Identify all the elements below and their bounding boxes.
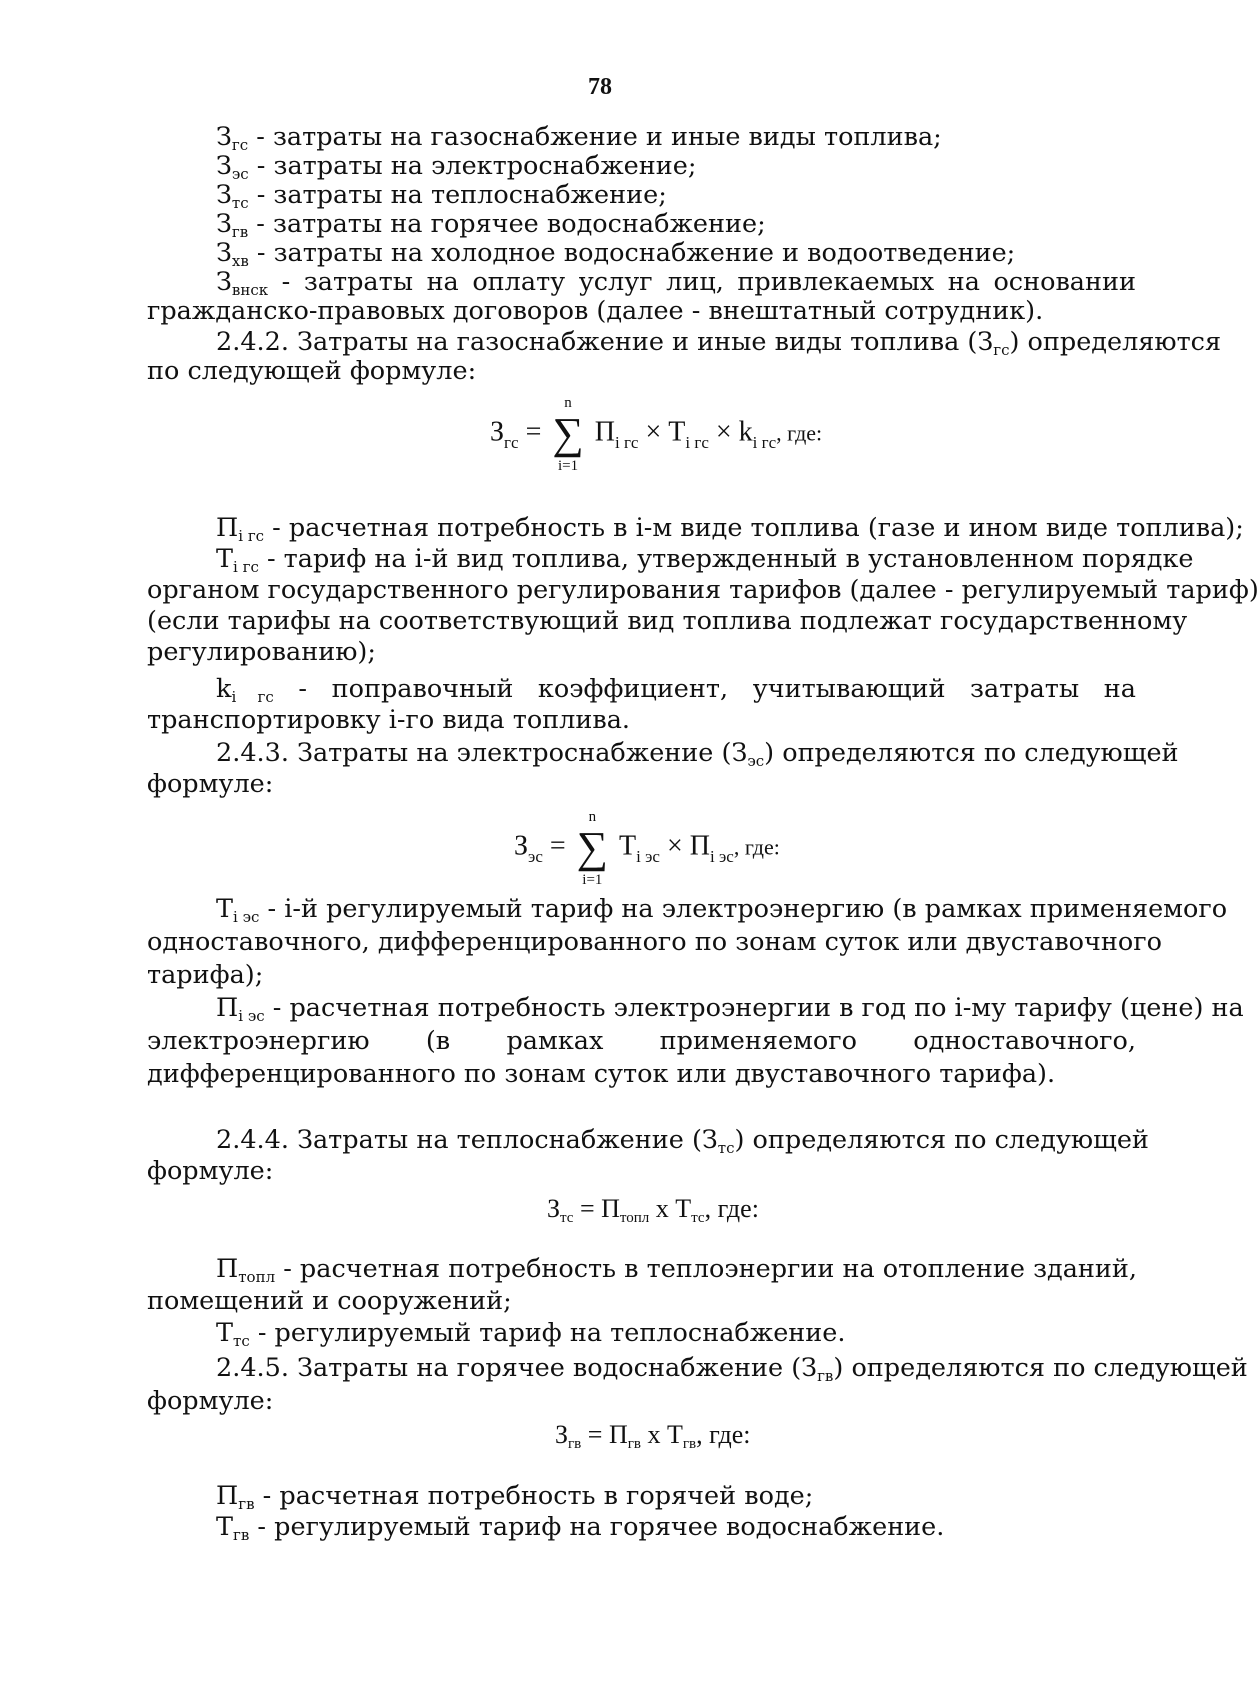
definition-line: Тi гс - тариф на i-й вид топлива, утвержденный в установленном порядке (216, 544, 1194, 576)
text-line: транспортировку i-го вида топлива. (147, 705, 631, 735)
definition-line: Зхв - затраты на холодное водоснабжение и водоотведение; (216, 238, 1016, 270)
formula-electricity: $З_{эс}$ = ∑ n i=1 $Т_{i эс} \times П_{i эс}$, где: (514, 809, 780, 888)
section-heading-2-4-2: 2.4.2. Затраты на газоснабжение и иные виды топлива (Згс) определяются (216, 327, 1222, 359)
definition-line: Тi эс - i-й регулируемый тариф на электроэнергию (в рамках применяемого (216, 894, 1228, 926)
definition-line: Пi эс - расчетная потребность электроэнергии в год по i-му тарифу (цене) на (216, 993, 1244, 1025)
text-line: органом государственного регулирования тарифов (далее - регулируемый тариф) (147, 575, 1259, 605)
text-line: формуле: (147, 1386, 274, 1416)
text-line: тарифа); (147, 960, 264, 990)
definition-line: Зтс - затраты на теплоснабжение; (216, 180, 667, 212)
definition-line: Згв - затраты на горячее водоснабжение; (216, 209, 766, 241)
definition-line: Пгв - расчетная потребность в горячей воде; (216, 1481, 814, 1513)
definition-line: Зэс - затраты на электроснабжение; (216, 151, 697, 183)
text-line: дифференцированного по зонам суток или двуставочного тарифа). (147, 1059, 1056, 1089)
section-heading-2-4-5: 2.4.5. Затраты на горячее водоснабжение (Згв) определяются по следующей (216, 1353, 1248, 1385)
definition-line: Звнск - затраты на оплату услуг лиц, привлекаемых на основании (216, 267, 1136, 299)
definition-line: Птопл - расчетная потребность в теплоэнергии на отопление зданий, (216, 1254, 1137, 1286)
section-heading-2-4-4: 2.4.4. Затраты на теплоснабжение (Зтс) определяются по следующей (216, 1125, 1149, 1157)
formula-heating: Зтс = Птопл х Ттс, где: (547, 1194, 759, 1226)
page-number: 78 (588, 74, 612, 100)
formula-gas: $З_{гс}$ = ∑ n i=1 $П_{i гс} \times Т_{i гс} \times k_{i гс}$, где: (490, 395, 823, 474)
sum-symbol: ∑ n i=1 (576, 809, 609, 888)
text-line: гражданско-правовых договоров (далее - внештатный сотрудник). (147, 296, 1044, 326)
definition-line: Пi гс - расчетная потребность в i-м виде топлива (газе и ином виде топлива); (216, 513, 1244, 545)
text-line: помещений и сооружений; (147, 1286, 512, 1316)
text-line: регулированию); (147, 637, 376, 667)
definition-line: ki гс - поправочный коэффициент, учитывающий затраты на (216, 674, 1136, 706)
definition-line: Тгв - регулируемый тариф на горячее водоснабжение. (216, 1512, 945, 1544)
sum-symbol: ∑ n i=1 (552, 395, 584, 474)
section-heading-2-4-3: 2.4.3. Затраты на электроснабжение (Зэс) определяются по следующей (216, 738, 1179, 770)
formula-hot-water: Згв = Пгв х Тгв, где: (555, 1420, 751, 1452)
text-line: (если тарифы на соответствующий вид топлива подлежат государственному (147, 606, 1188, 636)
text-line: электроэнергию (в рамках применяемого одноставочного, (147, 1026, 1136, 1056)
definition-line: Згс - затраты на газоснабжение и иные виды топлива; (216, 122, 942, 154)
text-line: по следующей формуле: (147, 356, 477, 386)
text-line: формуле: (147, 769, 274, 799)
text-line: одноставочного, дифференцированного по зонам суток или двуставочного (147, 927, 1162, 957)
text-line: формуле: (147, 1156, 274, 1186)
definition-line: Ттс - регулируемый тариф на теплоснабжение. (216, 1318, 846, 1350)
